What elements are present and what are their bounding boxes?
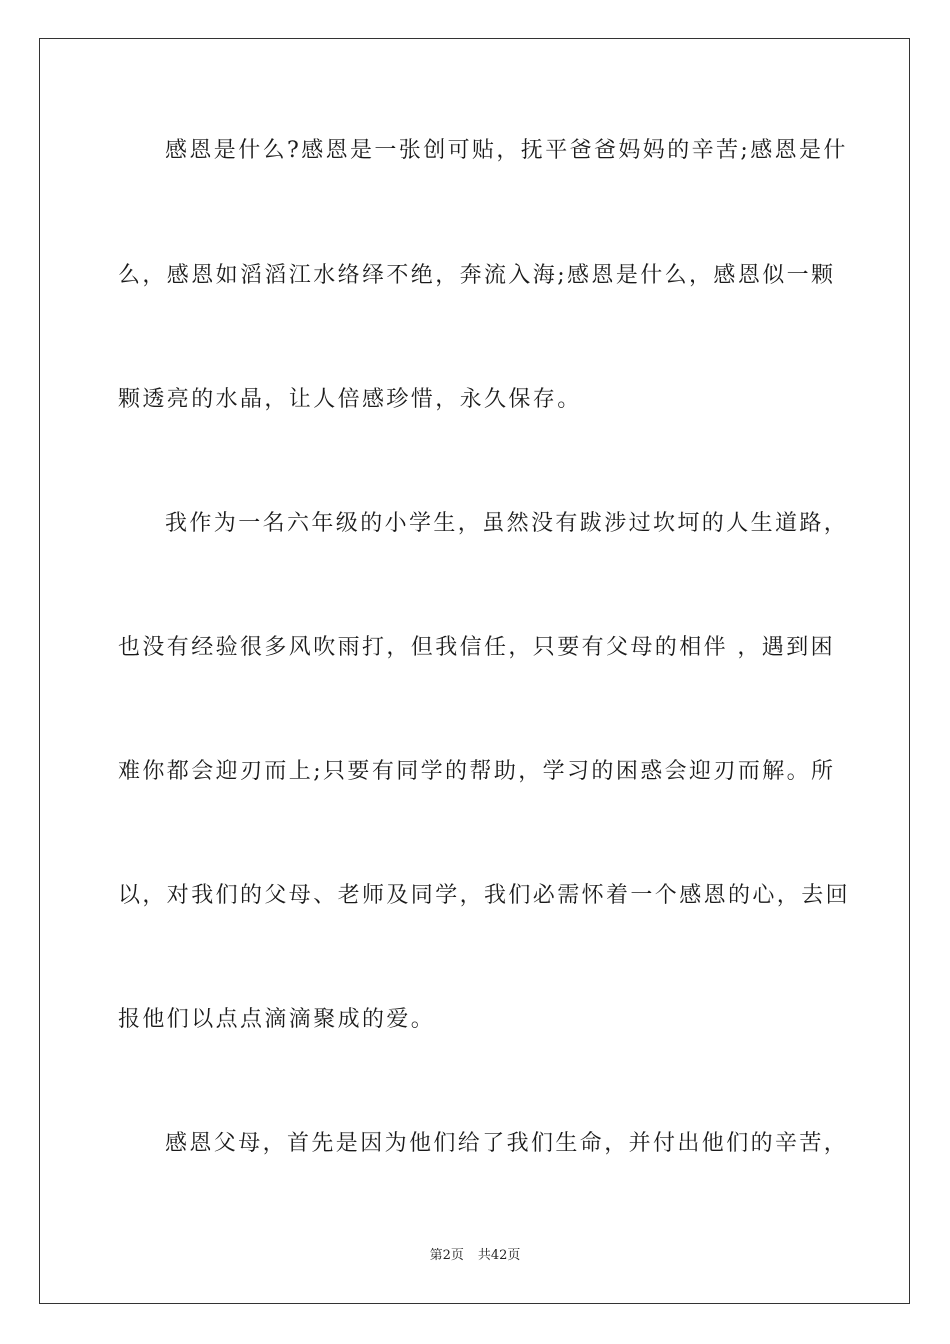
paragraph-2-line-4: 以，对我们的父母、老师及同学，我们必需怀着一个感恩的心，去回 <box>118 883 851 908</box>
paragraph-3-line-1: 感恩父母，首先是因为他们给了我们生命，并付出他们的辛苦， <box>165 1131 849 1156</box>
paragraph-1-line-3: 颗透亮的水晶，让人倍感珍惜，永久保存。 <box>118 387 582 412</box>
page-number: 第2页 <box>429 1248 464 1263</box>
paragraph-2-line-3: 难你都会迎刃而上;只要有同学的帮助，学习的困惑会迎刃而解。所 <box>118 759 836 784</box>
paragraph-2-line-1: 我作为一名六年级的小学生，虽然没有跋涉过坎坷的人生道路， <box>165 511 849 536</box>
page-border <box>39 38 910 1304</box>
paragraph-2-line-5: 报他们以点点滴滴聚成的爱。 <box>118 1007 436 1032</box>
page-footer <box>0 1248 950 1264</box>
page-total: 共42页 <box>477 1248 521 1263</box>
paragraph-1-line-1: 感恩是什么?感恩是一张创可贴，抚平爸爸妈妈的辛苦;感恩是什 <box>165 138 848 163</box>
paragraph-2-line-2: 也没有经验很多风吹雨打，但我信任，只要有父母的相伴 ，遇到困 <box>118 635 835 660</box>
paragraph-1-line-2: 么，感恩如滔滔江水络绎不绝，奔流入海;感恩是什么，感恩似一颗 <box>118 263 836 288</box>
